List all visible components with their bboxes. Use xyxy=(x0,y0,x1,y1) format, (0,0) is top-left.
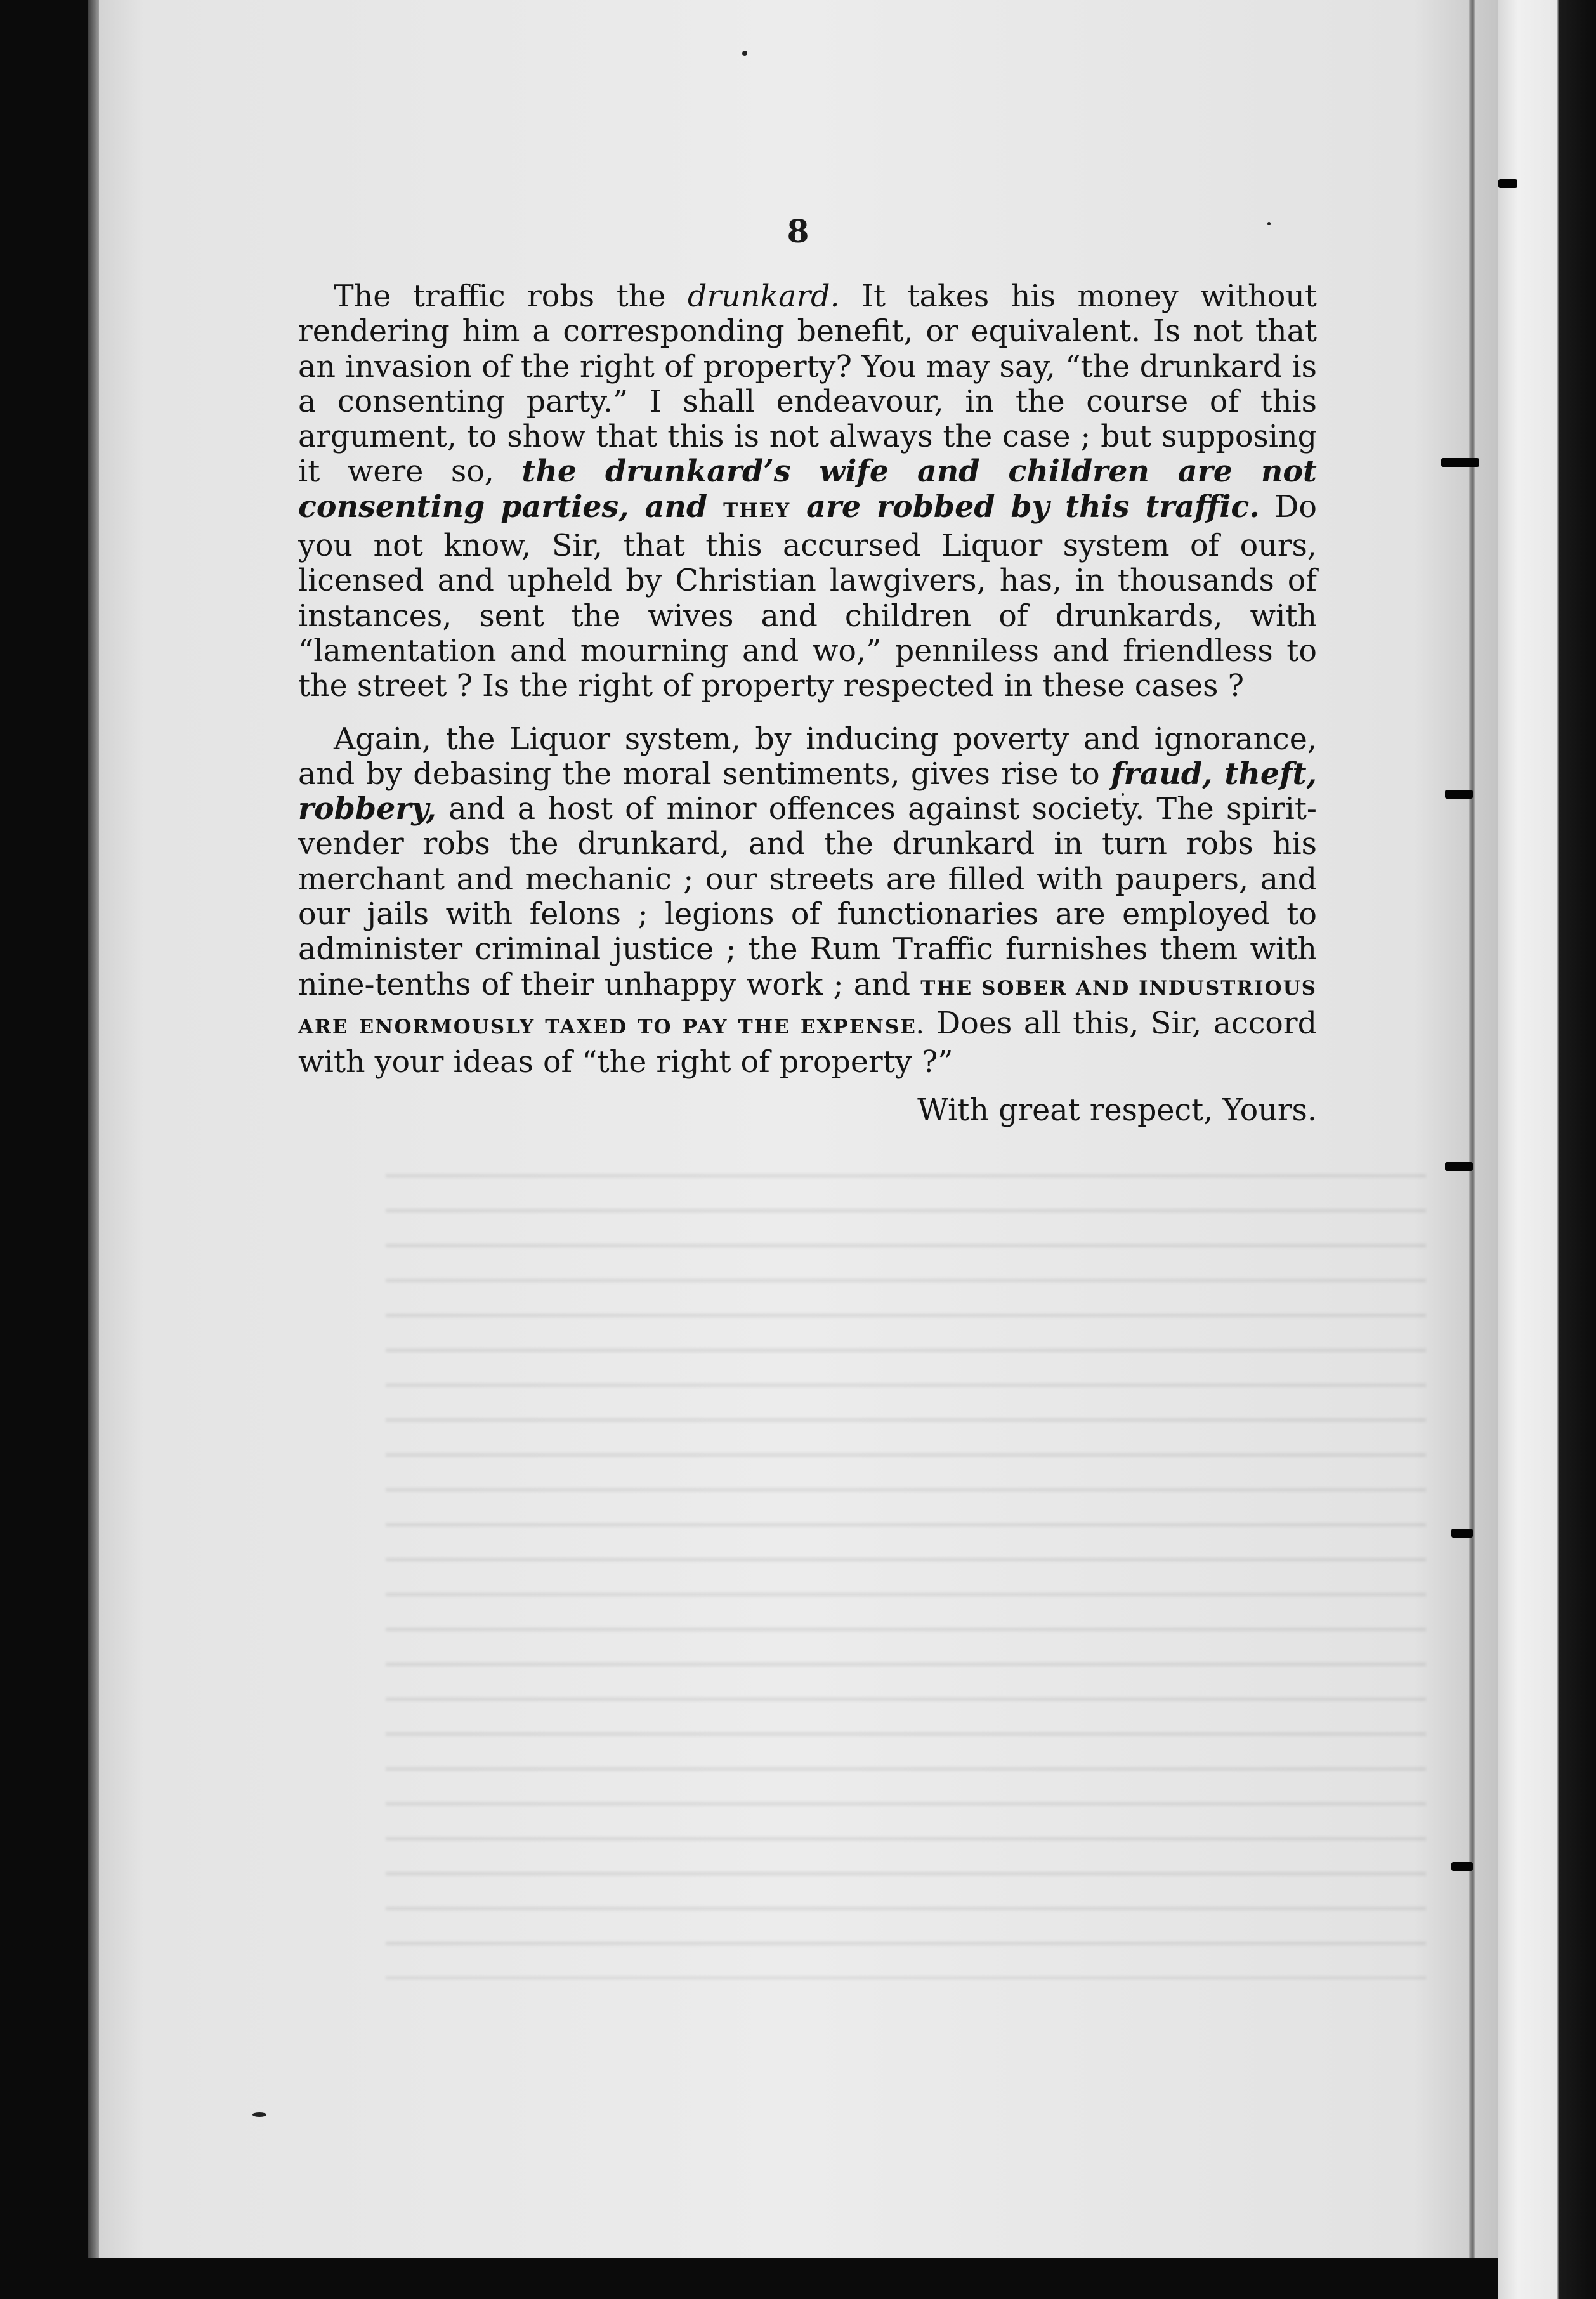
emphasis-text: are robbed by this traffic. xyxy=(790,488,1260,525)
page-number: 8 xyxy=(787,213,809,250)
spine-mark xyxy=(1441,458,1479,467)
spine-mark xyxy=(1445,1162,1473,1171)
page-fold xyxy=(1469,0,1475,2258)
dust-speck xyxy=(742,51,747,56)
spine-mark xyxy=(1498,179,1517,188)
text-run: Does all this, Sir, accord with your ideas of “the right of property ?” xyxy=(298,1005,1318,1080)
dust-speck xyxy=(252,2112,266,2117)
paragraph xyxy=(298,722,1317,1080)
text-run: Again, the Liquor system, by inducing poverty and ignorance, and by debasing the moral sentiments, gives rise to xyxy=(298,721,1317,792)
small-caps-text: THEY xyxy=(723,499,791,522)
text-run: It takes his money without rendering him a corresponding benefit, or equivalent. Is not that an invasion of the right of property? You may say, “the drunkard is a consenting party.” I shall endeavour, in the course of this argument, to show that this is not always the case ; but supposing it were so, xyxy=(298,279,1317,490)
text-run: and a host of minor offences against society. The spirit-vender robs the drunkard, and the drunkard in turn robs his merchant and mechanic ; our streets are filled with paupers, and our jails with felons ; legions of functionaries are employed to administer criminal justice ; the Rum Traffic furnishes them with nine-tenths of their unhappy work ; and xyxy=(298,792,1317,1002)
emphasis-text: fraud, theft, robbery, xyxy=(298,756,1318,827)
text-run: The traffic robs the xyxy=(334,279,688,314)
paragraph xyxy=(298,279,1317,704)
page-left-edge xyxy=(88,0,99,2258)
show-through-text xyxy=(386,1155,1426,1979)
spine-mark xyxy=(1451,1862,1473,1871)
body-text xyxy=(298,279,1317,1128)
text-run: Do you not know, Sir, that this accursed Liquor system of ours, licensed and upheld by Christian lawgivers, has, in thousands of instances, sent the wives and children of drunkards, with “lamentation and mourning and wo,” penniless and friendless to the street ? Is the right of property respected in these cases ? xyxy=(298,489,1318,704)
closing-salutation: With great respect, Yours. xyxy=(917,1092,1317,1128)
small-caps-text: THE SOBER AND INDUSTRIOUS ARE ENORMOUSLY TAXED TO PAY THE EXPENSE. xyxy=(298,976,1317,1038)
italic-text: drunkard. xyxy=(688,279,840,314)
emphasis-text: the drunkard’s wife and children are not consenting parties, and xyxy=(298,454,1317,525)
spine-mark xyxy=(1445,790,1473,799)
book-spine xyxy=(1498,0,1596,2299)
spine-mark xyxy=(1451,1529,1473,1538)
